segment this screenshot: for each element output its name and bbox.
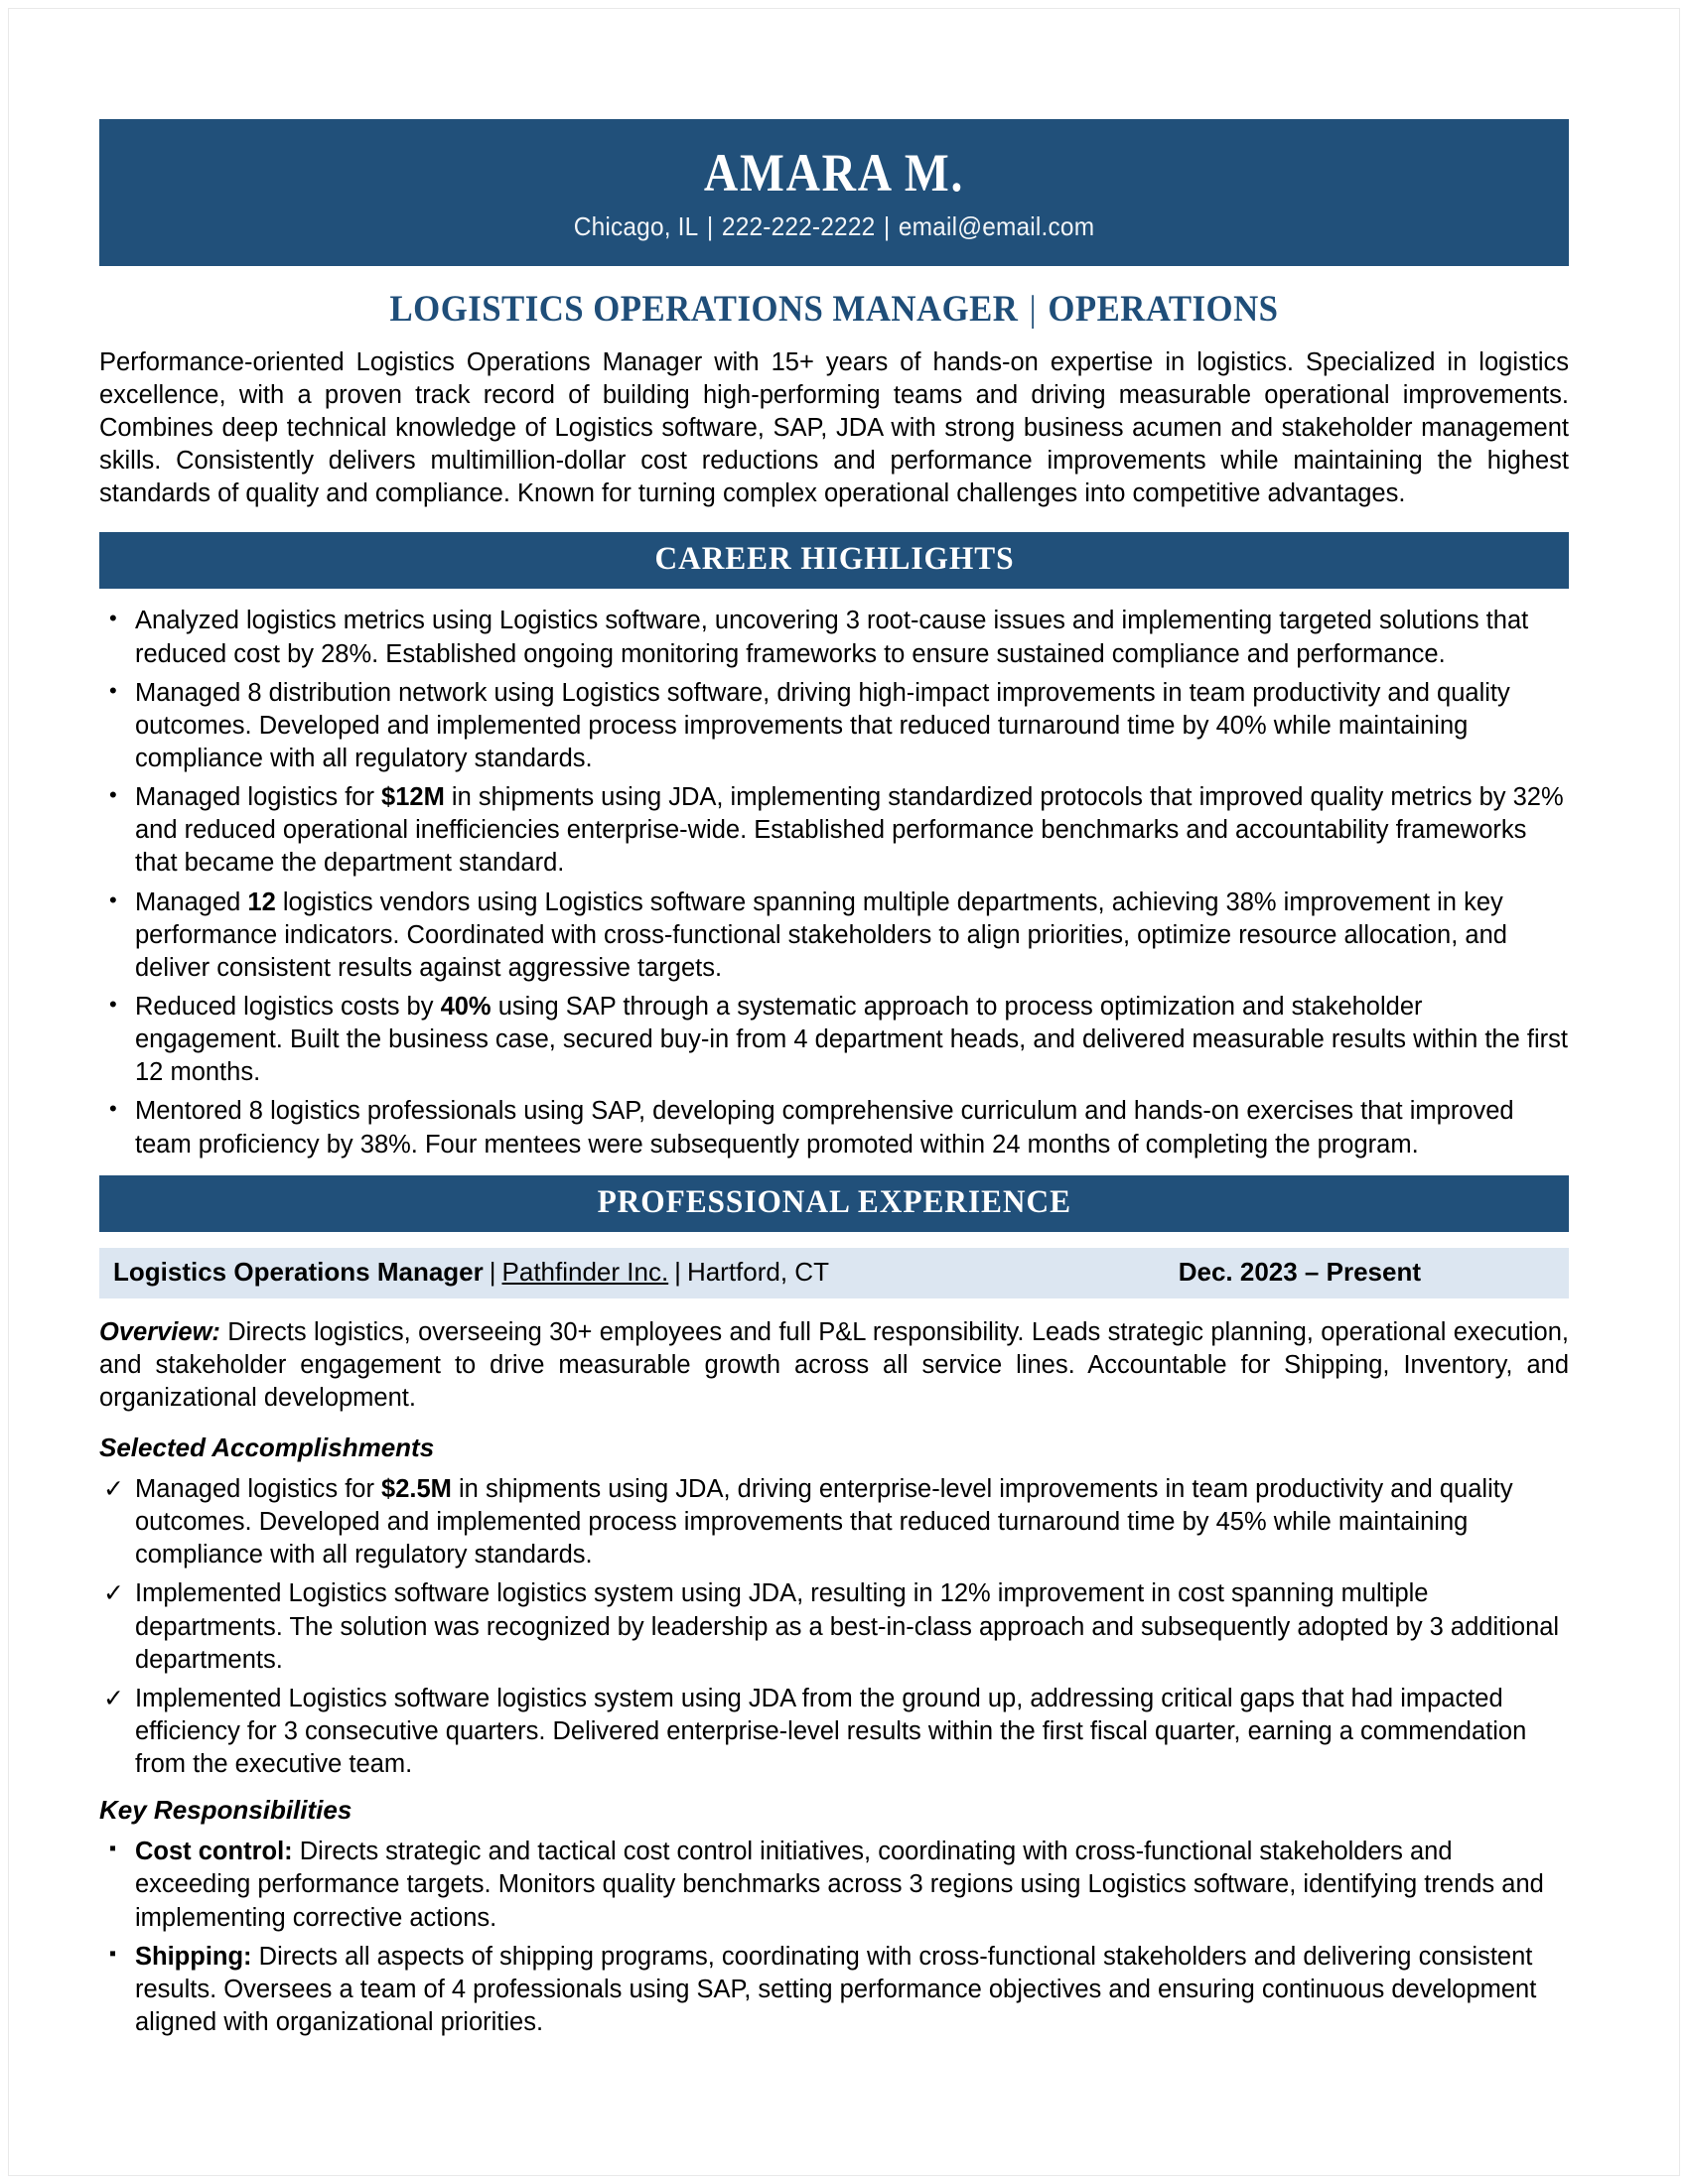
- body-text: Implemented Logistics software logistics system using JDA from the ground up, addressing critical gaps that had impacted efficiency for 3 consecutive quarters. Delivered enterprise-level results within the first fiscal quarter, earning a commendation from the executive team.: [135, 1684, 1527, 1779]
- list-item: [99, 1473, 1569, 1571]
- list-item-text: [135, 1579, 1559, 1673]
- job-separator-2: |: [674, 1256, 681, 1287]
- professional-headline: [143, 288, 1524, 331]
- job-company[interactable]: Pathfinder Inc.: [501, 1256, 669, 1287]
- emphasis-text: Shipping:: [135, 1942, 252, 1971]
- headline-primary: LOGISTICS OPERATIONS MANAGER: [389, 288, 1019, 330]
- contact-separator-1: |: [706, 210, 714, 241]
- body-text: Managed logistics for: [135, 783, 382, 812]
- bullet-square-icon: ▪: [109, 1838, 117, 1860]
- selected-accomplishments-list: [99, 1473, 1569, 1781]
- job-overview-label: Overview:: [99, 1317, 220, 1346]
- list-item: [99, 887, 1569, 985]
- job-overview-text: Directs logistics, overseeing 30+ employees and full P&L responsibility. Leads strategic planning, operational execution, and stakeholder engagement to drive measurable growth across all service lines. Accountable for Shipping, Inventory, and organizational development.: [99, 1317, 1569, 1412]
- job-entry-header: [99, 1248, 1569, 1298]
- bullet-square-icon: ▪: [109, 1942, 117, 1965]
- subsection-selected-accomplishments: Selected Accomplishments: [99, 1433, 435, 1463]
- list-item-text: [135, 1838, 1544, 1931]
- contact-email[interactable]: email@email.com: [898, 210, 1095, 241]
- list-item: [99, 1577, 1569, 1676]
- list-item-text: [135, 1475, 1513, 1569]
- job-separator-1: |: [489, 1256, 496, 1287]
- bullet-dot-icon: •: [109, 606, 117, 631]
- list-item-text: [135, 783, 1564, 877]
- emphasis-text: Cost control:: [135, 1838, 293, 1866]
- job-dates: Dec. 2023 – Present: [1178, 1256, 1421, 1287]
- list-item: [99, 781, 1569, 880]
- body-text: in shipments using JDA, implementing standardized protocols that improved quality metrics by 32% and reduced operational inefficiencies enterprise-wide. Established performance benchmarks and accountability frameworks that became the department standard.: [135, 783, 1564, 878]
- list-item-text: [135, 607, 1528, 667]
- section-header-career-highlights: [99, 532, 1569, 589]
- contact-location: Chicago, IL: [573, 210, 699, 241]
- list-item-text: [135, 1943, 1536, 2036]
- list-item-text: [135, 993, 1568, 1086]
- list-item-text: [135, 679, 1510, 772]
- emphasis-text: 40%: [440, 992, 492, 1021]
- professional-summary: Performance-oriented Logistics Operations Manager with 15+ years of hands-on expertise in logistics. Specialized in logistics excellence, with a proven track record of building high-performing teams and driving measurable operational improvements. Combines deep technical knowledge of Logistics software, SAP, JDA with strong business acumen and stakeholder management skills. Consistently delivers multimillion-dollar cost reductions and performance improvements while maintaining the highest standards of quality and compliance. Known for turning complex operational challenges into competitive advantages.: [99, 347, 1569, 508]
- checkmark-icon: ✓: [103, 1684, 124, 1712]
- body-text: Directs strategic and tactical cost control initiatives, coordinating with cross-functional stakeholders and exceeding performance targets. Monitors quality benchmarks across 3 regions using Logistics software, identifying trends and implementing corrective actions.: [135, 1838, 1544, 1932]
- bullet-dot-icon: •: [109, 991, 117, 1017]
- body-text: in shipments using JDA, driving enterprise-level improvements in team productivity and quality outcomes. Developed and implemented process improvements that reduced turnaround time by 45% while maintaining compliance with all regulatory standards.: [135, 1475, 1513, 1570]
- emphasis-text: $2.5M: [381, 1475, 452, 1504]
- checkmark-icon: ✓: [103, 1579, 124, 1608]
- list-item-text: [135, 1685, 1526, 1778]
- bullet-dot-icon: •: [109, 887, 117, 912]
- emphasis-text: 12: [247, 887, 276, 916]
- job-title: Logistics Operations Manager: [113, 1256, 484, 1287]
- body-text: Directs all aspects of shipping programs, coordinating with cross-functional stakeholders and delivering consistent results. Oversees a team of 4 professionals using SAP, setting performance objectives and ensuring continuous development aligned with organizational priorities.: [135, 1942, 1537, 2037]
- body-text: using SAP through a systematic approach to process optimization and stakeholder engagement. Built the business case, secured buy-in from 4 department heads, and delivered measurable results within the first 12 months.: [135, 992, 1568, 1087]
- list-item: [99, 677, 1569, 775]
- contact-phone[interactable]: 222-222-2222: [721, 210, 876, 241]
- list-item: [99, 1095, 1569, 1160]
- subsection-key-responsibilities: Key Responsibilities: [99, 1795, 352, 1826]
- body-text: Managed 8 distribution network using Logistics software, driving high-impact improvements in team productivity and quality outcomes. Developed and implemented process improvements that reduced turnaround time by 40% while maintaining compliance with all regulatory standards.: [135, 678, 1510, 772]
- job-location: Hartford, CT: [686, 1256, 829, 1287]
- candidate-name: AMARA M.: [703, 143, 965, 203]
- body-text: Analyzed logistics metrics using Logistics software, uncovering 3 root-cause issues and implementing targeted solutions that reduced cost by 28%. Established ongoing monitoring frameworks to ensure sustained compliance and performance.: [135, 607, 1529, 668]
- resume-header-banner: [99, 119, 1569, 266]
- bullet-dot-icon: •: [109, 782, 117, 808]
- resume-content: [99, 0, 1569, 2053]
- bullet-dot-icon: •: [109, 677, 117, 703]
- body-text: logistics vendors using Logistics software spanning multiple departments, achieving 38% improvement in key performance indicators. Coordinated with cross-functional stakeholders to align priorities, optimize resource allocation, and deliver consistent results against aggressive targets.: [135, 887, 1507, 982]
- list-item: [99, 991, 1569, 1089]
- list-item: [99, 605, 1569, 670]
- bullet-dot-icon: •: [109, 1096, 117, 1122]
- body-text: Implemented Logistics software logistics system using JDA, resulting in 12% improvement in cost spanning multiple departments. The solution was recognized by leadership as a best-in-class approach and subsequently adopted by 3 additional departments.: [135, 1579, 1560, 1674]
- contact-line: [162, 211, 1506, 242]
- section-header-professional-experience-label: PROFESSIONAL EXPERIENCE: [597, 1183, 1071, 1220]
- body-text: Managed: [135, 887, 248, 916]
- section-header-professional-experience: [99, 1175, 1569, 1232]
- section-header-career-highlights-label: CAREER HIGHLIGHTS: [654, 541, 1014, 578]
- emphasis-text: $12M: [381, 783, 445, 812]
- headline-divider: |: [1029, 288, 1038, 330]
- body-text: Managed logistics for: [135, 1475, 382, 1504]
- career-highlights-list: [99, 605, 1569, 1160]
- body-text: Mentored 8 logistics professionals using SAP, developing comprehensive curriculum and hands-on exercises that improved team proficiency by 38%. Four mentees were subsequently promoted within 24 months of completing the program.: [135, 1097, 1514, 1159]
- checkmark-icon: ✓: [103, 1475, 124, 1504]
- list-item-text: [135, 1097, 1514, 1158]
- body-text: Reduced logistics costs by: [135, 992, 441, 1021]
- job-entry-identity: [113, 1257, 829, 1288]
- job-overview: [99, 1316, 1569, 1415]
- headline-secondary: OPERATIONS: [1048, 288, 1279, 330]
- contact-separator-2: |: [883, 210, 891, 241]
- key-responsibilities-list: [99, 1836, 1569, 2039]
- list-item: [99, 1941, 1569, 2039]
- list-item: [99, 1836, 1569, 1934]
- list-item-text: [135, 888, 1507, 982]
- list-item: [99, 1683, 1569, 1781]
